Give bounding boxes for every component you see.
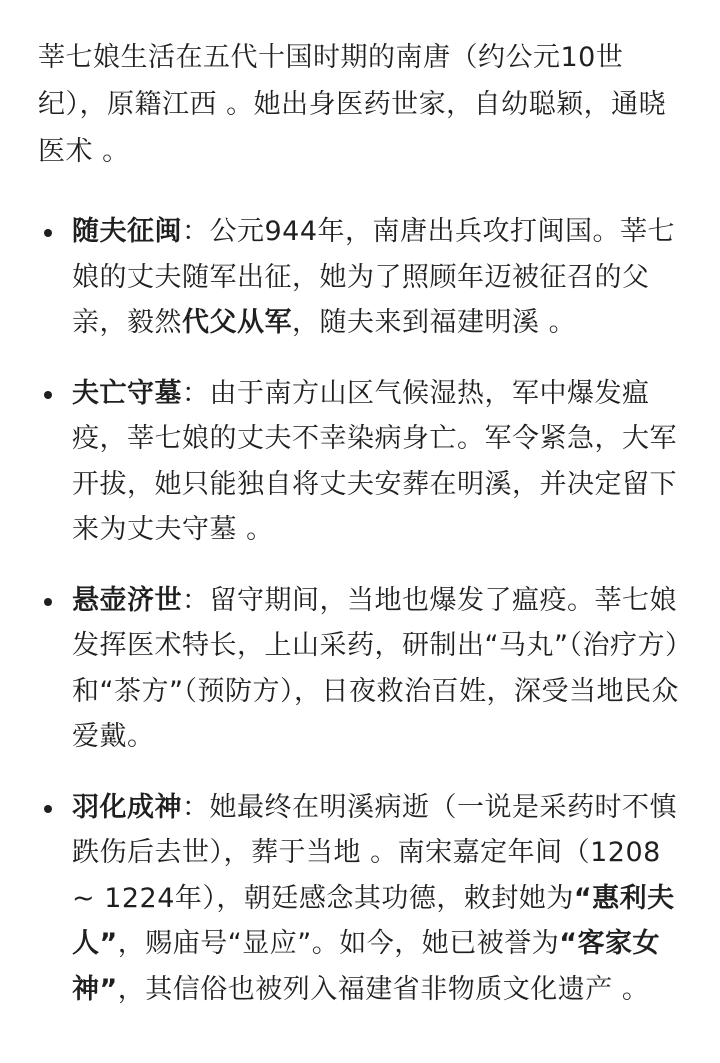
list-item <box>38 371 680 553</box>
item-term: 羽化成神 <box>72 791 182 823</box>
bullet-list <box>38 209 680 1012</box>
item-text: 由于南方山区气候湿热，军中爆发瘟疫，莘七娘的丈夫不幸染病身亡。军令紧急，大军开拔，她只能独自将丈夫安葬在明溪，并决定留下来为丈夫守墓 。 <box>72 377 677 545</box>
item-emphasis: “惠利夫人” <box>72 882 675 959</box>
item-text: ，其信俗也被列入福建省非物质文化遗产 。 <box>117 973 650 1005</box>
item-text: 留守期间，当地也爆发了瘟疫。莘七娘发挥医术特长，上山采药，研制出“马丸”（治疗方）和“茶方”（预防方），日夜救治百姓，深受当地民众爱戴。 <box>72 584 679 752</box>
item-separator: ： <box>182 377 210 409</box>
item-text: 她最终在明溪病逝（一说是采药时不慎跌伤后去世），葬于当地 。南宋嘉定年间（1208 ~ 1224年），朝廷感念其功德，敕封她为 <box>72 791 677 914</box>
item-separator: ： <box>182 216 210 247</box>
bullet-icon <box>44 229 52 237</box>
item-term: 随夫征闽 <box>72 216 182 247</box>
item-text: ，随夫来到福建明溪 。 <box>292 307 577 338</box>
item-text: 公元944年，南唐出兵攻打闽国。莘七娘的丈夫随军出征，她为了照顾年迈被征召的父亲，毅然 <box>72 216 676 338</box>
list-item <box>38 578 680 760</box>
item-emphasis: 代父从军 <box>182 307 292 338</box>
item-text: ，赐庙号“显应”。如今，她已被誉为 <box>117 928 560 959</box>
item-emphasis: “客家女神” <box>72 928 660 1005</box>
list-item <box>38 209 680 346</box>
item-separator: ： <box>182 791 210 823</box>
list-item <box>38 785 680 1013</box>
bullet-icon <box>44 391 52 399</box>
bullet-icon <box>44 805 52 813</box>
bullet-icon <box>44 598 52 606</box>
item-term: 悬壶济世 <box>72 584 182 616</box>
item-separator: ： <box>182 584 210 616</box>
item-term: 夫亡守墓 <box>72 377 182 409</box>
intro-paragraph: 莘七娘生活在五代十国时期的南唐（约公元10世纪），原籍江西 。她出身医药世家，自幼聪颖，通晓医术 。 <box>38 42 667 167</box>
